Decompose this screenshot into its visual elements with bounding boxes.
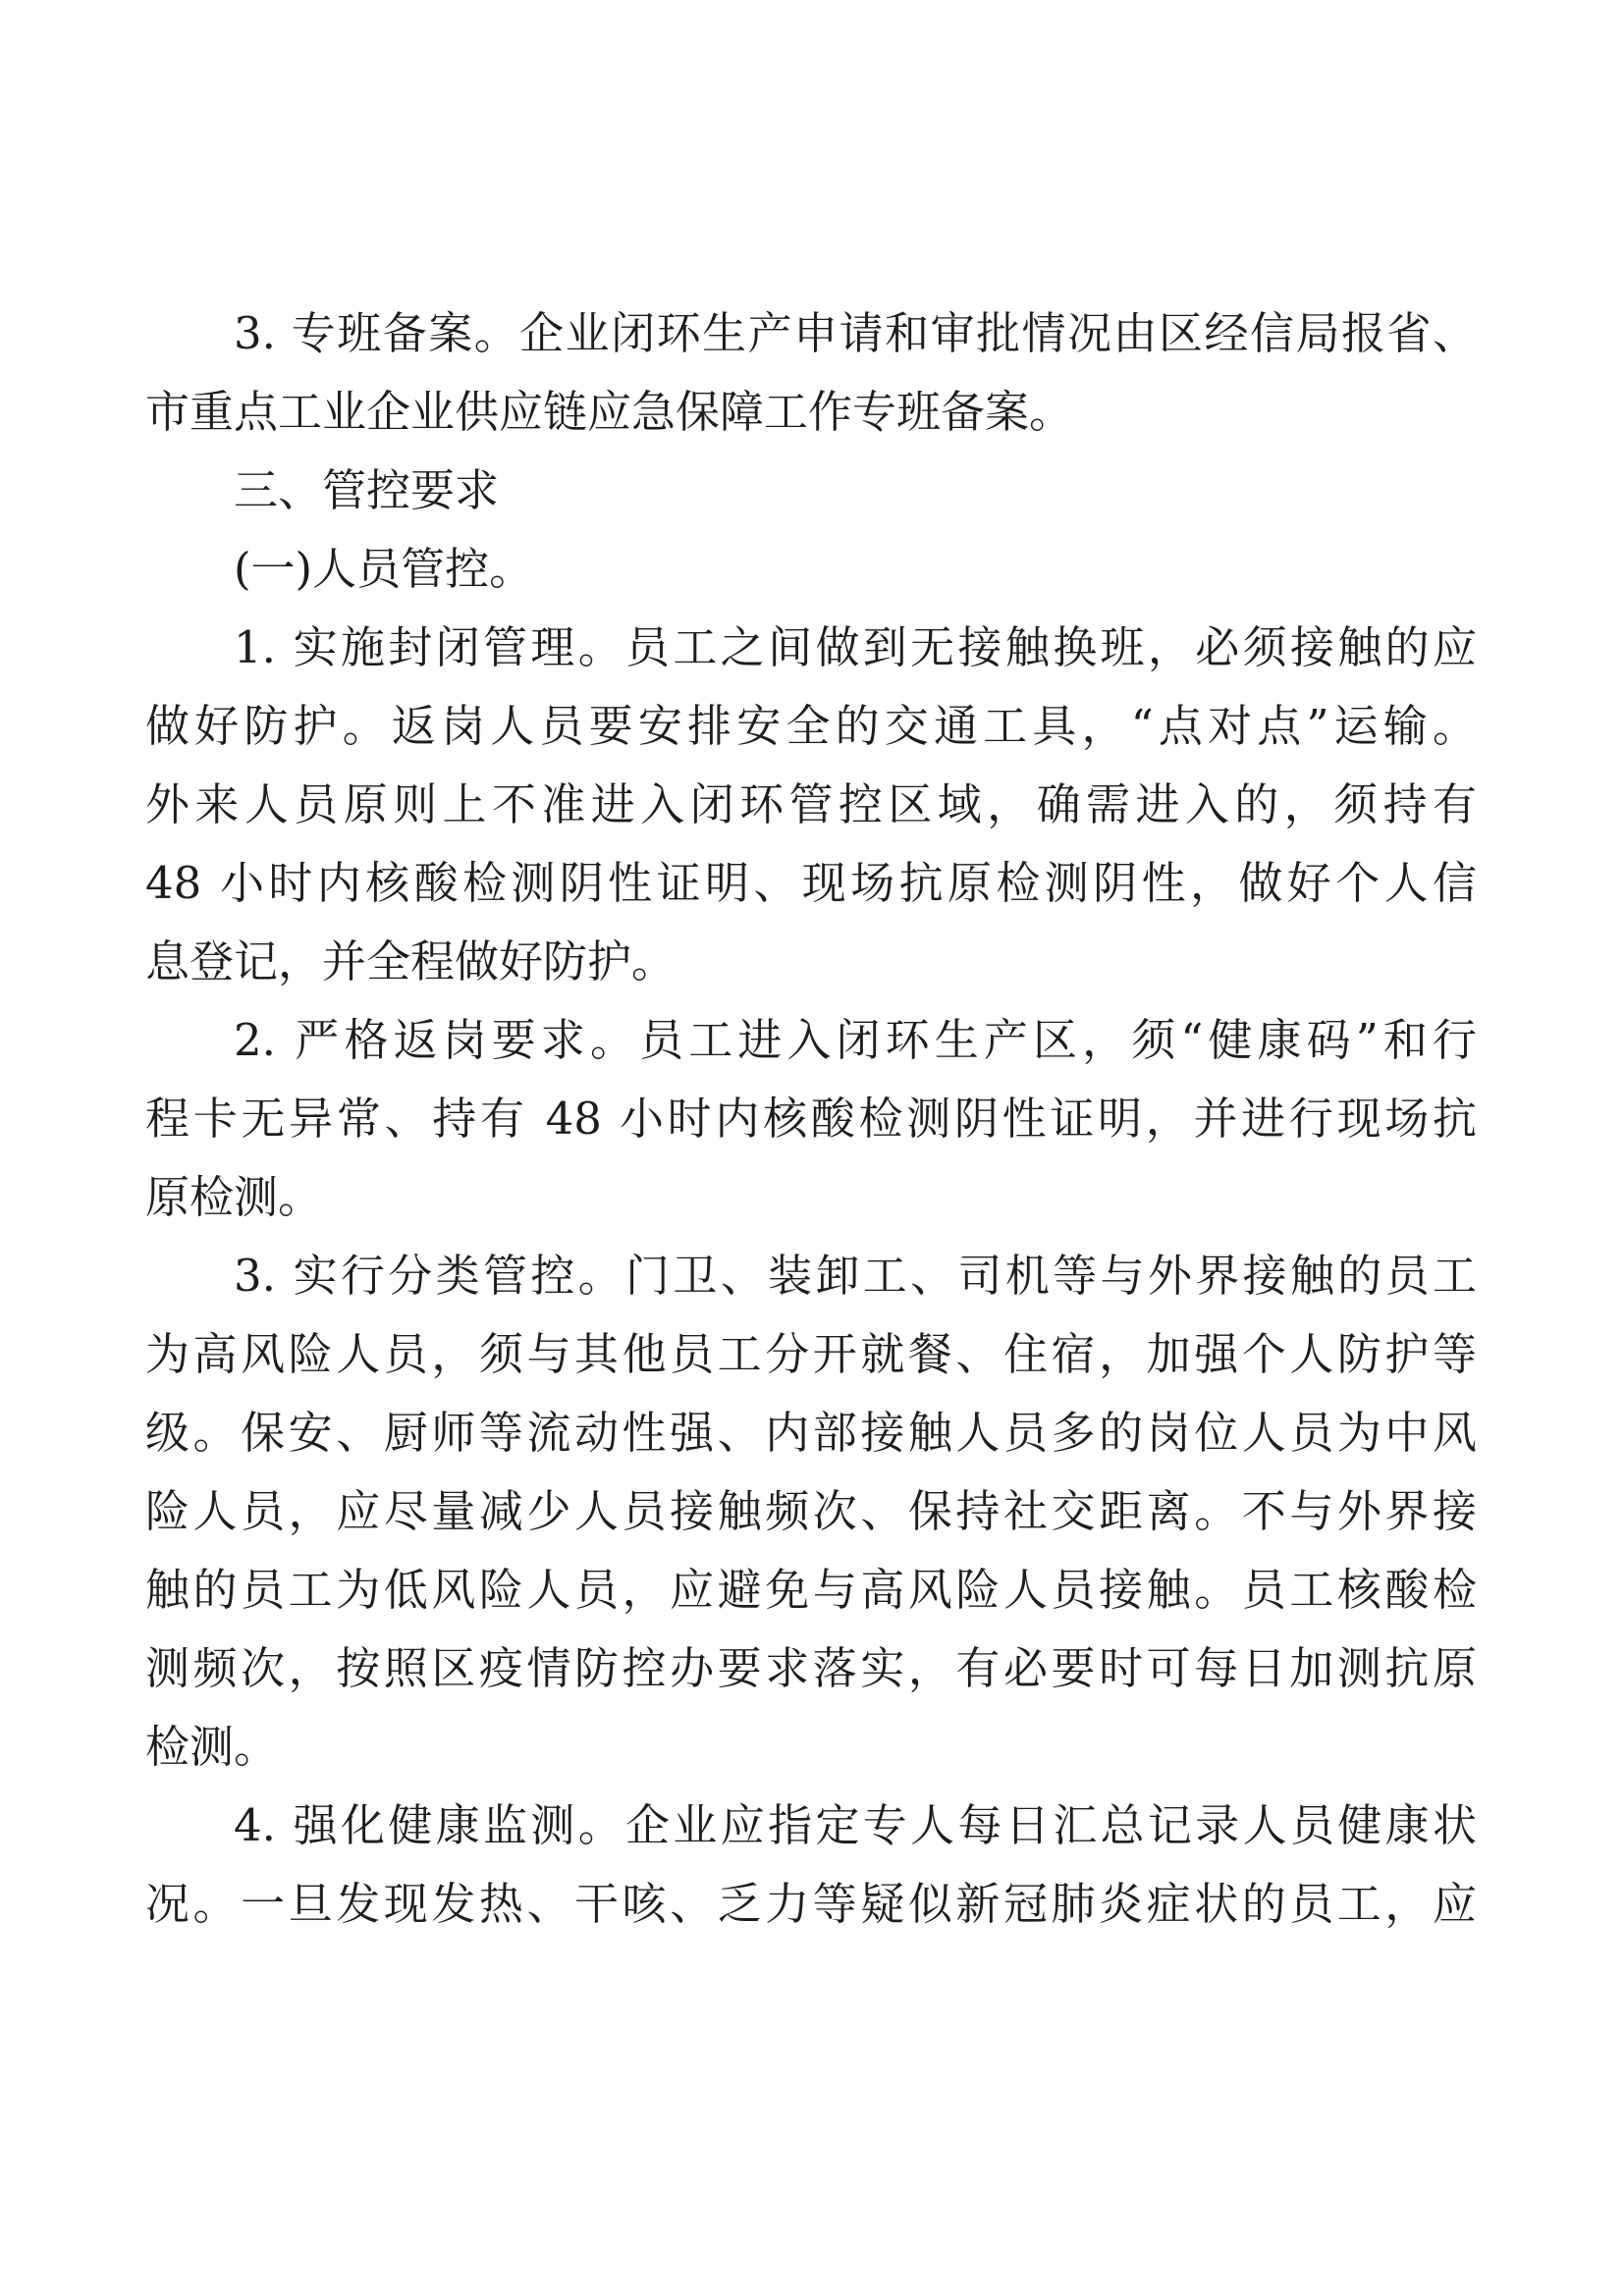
text-line: 级。保安、厨师等流动性强、内部接触人员多的岗位人员为中风 bbox=[145, 1407, 1477, 1459]
text-line: 况。一旦发现发热、干咳、乏力等疑似新冠肺炎症状的员工，应 bbox=[145, 1878, 1477, 1930]
text-line: (一)人员管控。 bbox=[234, 543, 534, 595]
text-line: 2. 严格返岗要求。员工进入闭环生产区，须“健康码”和行 bbox=[234, 1014, 1477, 1066]
text-line: 48 小时内核酸检测阴性证明、现场抗原检测阴性，做好个人信 bbox=[145, 857, 1477, 909]
text-line: 做好防护。返岗人员要安排安全的交通工具，“点对点”运输。 bbox=[145, 700, 1477, 752]
text-line: 测频次，按照区疫情防控办要求落实，有必要时可每日加测抗原 bbox=[145, 1642, 1477, 1694]
text-line: 息登记，并全程做好防护。 bbox=[145, 935, 677, 988]
text-line: 三、管控要求 bbox=[234, 464, 500, 516]
text-line: 市重点工业企业供应链应急保障工作专班备案。 bbox=[145, 386, 1074, 438]
document-text-block bbox=[145, 294, 1477, 1944]
text-line: 外来人员原则上不准进入闭环管控区域，确需进入的，须持有 bbox=[145, 778, 1477, 830]
text-line: 原检测。 bbox=[145, 1171, 323, 1223]
text-line: 为高风险人员，须与其他员工分开就餐、住宿，加强个人防护等 bbox=[145, 1328, 1477, 1380]
text-line: 3. 实行分类管控。门卫、装卸工、司机等与外界接触的员工 bbox=[234, 1250, 1477, 1302]
text-line: 4. 强化健康监测。企业应指定专人每日汇总记录人员健康状 bbox=[234, 1799, 1477, 1851]
text-line: 3. 专班备案。企业闭环生产申请和审批情况由区经信局报省、 bbox=[234, 307, 1477, 359]
text-line: 险人员，应尽量减少人员接触频次、保持社交距离。不与外界接 bbox=[145, 1485, 1477, 1537]
text-line: 触的员工为低风险人员，应避免与高风险人员接触。员工核酸检 bbox=[145, 1564, 1477, 1616]
text-line: 程卡无异常、持有 48 小时内核酸检测阴性证明，并进行现场抗 bbox=[145, 1093, 1477, 1145]
text-line: 1. 实施封闭管理。员工之间做到无接触换班，必须接触的应 bbox=[234, 621, 1477, 673]
text-line: 检测。 bbox=[145, 1721, 279, 1773]
